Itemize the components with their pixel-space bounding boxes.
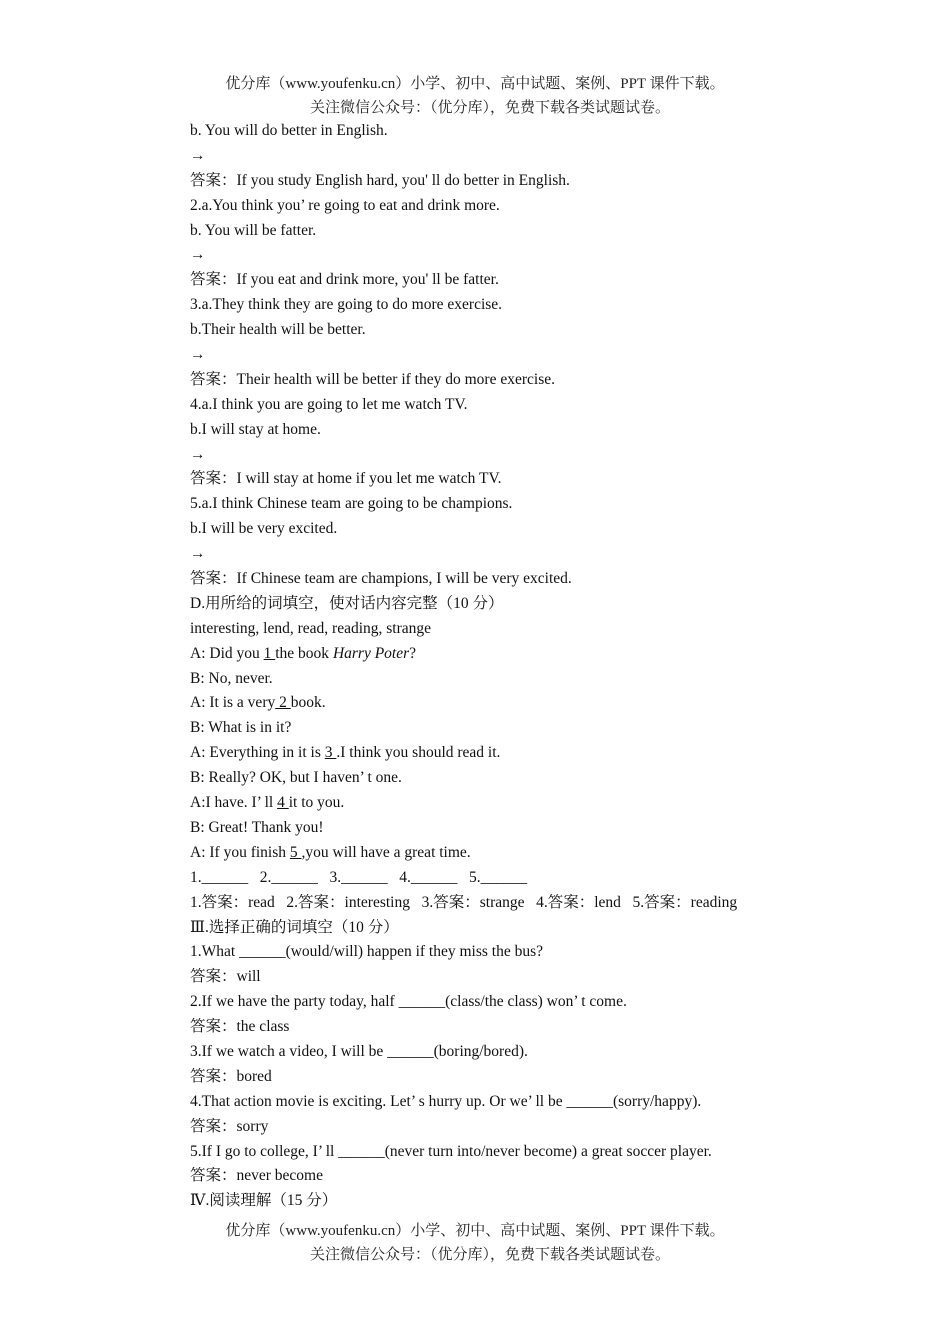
book-title: Harry Poter xyxy=(332,644,410,662)
section-heading-iii: Ⅲ.选择正确的词填空（10 分） xyxy=(190,918,399,936)
dialogue-line: B: Great! Thank you! xyxy=(190,818,324,836)
answer-line: 答案：If you eat and drink more, you' ll be fatter. xyxy=(190,271,499,289)
question-line: 3.If we watch a video, I will be ______(boring/bored). xyxy=(190,1042,528,1060)
dialogue-text: ,you will have a great time. xyxy=(301,843,471,861)
text-line: b.I will stay at home. xyxy=(190,420,321,438)
dialogue-text: the book xyxy=(275,644,333,662)
text-line: 5.a.I think Chinese team are going to be champions. xyxy=(190,495,513,513)
question-line: 1.What ______(would/will) happen if they miss the bus? xyxy=(190,943,543,961)
answer-line: 答案：the class xyxy=(190,1018,290,1036)
answer-key-d: 1.答案：read 2.答案：interesting 3.答案：strange 4.答案：lend 5.答案：reading xyxy=(190,893,738,911)
dialogue-text: it to you. xyxy=(288,794,345,812)
dialogue-text: A: Everything in it is xyxy=(190,744,325,762)
text-line: 3.a.They think they are going to do more exercise. xyxy=(190,296,503,314)
arrow-line: → xyxy=(190,346,206,364)
section-heading-d: D.用所给的词填空，使对话内容完整（10 分） xyxy=(190,594,504,612)
blank-3: 3 xyxy=(324,744,337,762)
answer-line: 答案：sorry xyxy=(190,1117,269,1135)
dialogue-line xyxy=(190,791,890,816)
text-line: b.Their health will be better. xyxy=(190,321,366,339)
page-footer xyxy=(0,1219,950,1267)
dialogue-line: B: No, never. xyxy=(190,669,273,687)
section-heading-iv: Ⅳ.阅读理解（15 分） xyxy=(190,1192,338,1210)
dialogue-line xyxy=(190,642,890,667)
blank-2: 2 xyxy=(275,694,291,712)
dialogue-text: book. xyxy=(290,694,326,712)
dialogue-line xyxy=(190,741,890,766)
question-line: 4.That action movie is exciting. Let’ s hurry up. Or we’ ll be ______(sorry/happy). xyxy=(190,1092,702,1110)
answer-line: 答案：I will stay at home if you let me watch TV. xyxy=(190,470,502,488)
answer-line: 答案：will xyxy=(190,968,261,986)
answer-line: 答案：Their health will be better if they do more exercise. xyxy=(190,370,555,388)
document-body xyxy=(190,119,890,1214)
dialogue-text: A: It is a very xyxy=(190,694,276,712)
dialogue-text: ? xyxy=(409,644,417,662)
question-line: 2.If we have the party today, half ______(class/the class) won’ t come. xyxy=(190,993,627,1011)
dialogue-text: A: If you finish xyxy=(190,843,290,861)
arrow-line: → xyxy=(190,146,206,164)
arrow-line: → xyxy=(190,445,206,463)
page-header xyxy=(0,72,950,120)
dialogue-text: A: Did you xyxy=(190,644,264,662)
dialogue-text: .I think you should read it. xyxy=(336,744,501,762)
question-line: 5.If I go to college, I’ ll ______(never turn into/never become) a great soccer player. xyxy=(190,1142,712,1160)
dialogue-line xyxy=(190,841,890,866)
header-line-2: 关注微信公众号：（优分库），免费下载各类试题试卷。 xyxy=(309,100,670,116)
dialogue-text: A:I have. I’ ll xyxy=(190,794,278,812)
dialogue-line: B: What is in it? xyxy=(190,719,292,737)
answer-line: 答案：bored xyxy=(190,1067,272,1085)
blank-5: 5 xyxy=(289,843,302,861)
footer-line-1: 优分库（www.youfenku.cn）小学、初中、高中试题、案例、PPT 课件下载。 xyxy=(225,1223,725,1239)
text-line: 4.a.I think you are going to let me watch TV. xyxy=(190,395,468,413)
footer-line-2: 关注微信公众号：（优分库），免费下载各类试题试卷。 xyxy=(309,1247,670,1263)
answer-line: 答案：If Chinese team are champions, I will be very excited. xyxy=(190,570,572,588)
answer-line: 答案：If you study English hard, you' ll do better in English. xyxy=(190,171,570,189)
text-line: b.I will be very excited. xyxy=(190,520,338,538)
blank-1: 1 xyxy=(263,644,276,662)
blank-4: 4 xyxy=(277,794,289,812)
text-line: b. You will do better in English. xyxy=(190,122,388,139)
arrow-line: → xyxy=(190,545,206,563)
text-line: 2.a.You think you’ re going to eat and drink more. xyxy=(190,196,500,214)
answer-line: 答案：never become xyxy=(190,1167,323,1185)
header-line-1: 优分库（www.youfenku.cn）小学、初中、高中试题、案例、PPT 课件下载。 xyxy=(225,76,725,92)
answer-blanks: 1.______ 2.______ 3.______ 4.______ 5.______ xyxy=(190,868,528,886)
word-bank: interesting, lend, read, reading, strange xyxy=(190,619,432,637)
dialogue-line xyxy=(190,691,890,716)
dialogue-line: B: Really? OK, but I haven’ t one. xyxy=(190,769,402,787)
text-line: b. You will be fatter. xyxy=(190,221,317,239)
arrow-line: → xyxy=(190,246,206,264)
